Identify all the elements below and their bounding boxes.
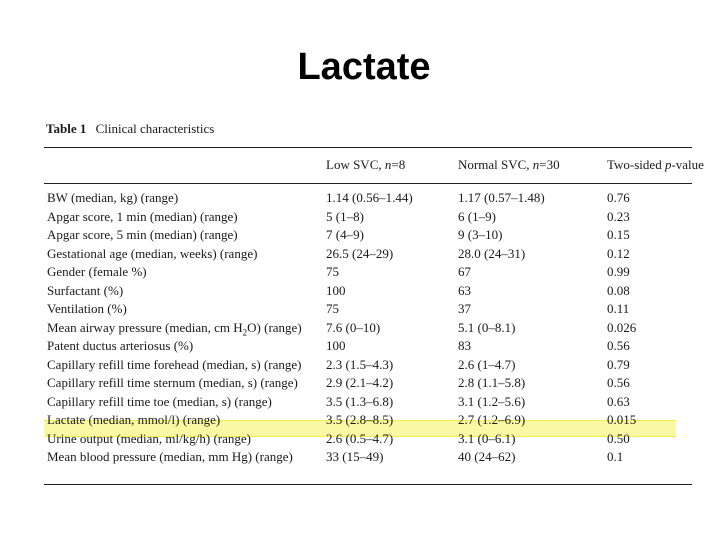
low-svc-value: 7 (4–9) [326, 227, 364, 242]
p-value: 0.23 [607, 208, 630, 224]
p-value: 0.08 [607, 282, 630, 298]
low-svc-value: 3.5 (2.8–8.5) [326, 412, 394, 427]
row-label: Apgar score, 5 min (median) (range) [47, 227, 238, 242]
normal-svc-value: 2.8 (1.1–5.8) [458, 375, 526, 390]
slide-title: Lactate [297, 46, 431, 88]
header-normal-svc: Normal SVC, n=30 [458, 157, 560, 172]
table-body [0, 189, 728, 467]
table-row [0, 208, 728, 227]
normal-svc-value: 2.6 (1–4.7) [458, 356, 516, 372]
low-svc-value: 7.6 (0–10) [326, 319, 381, 335]
table-row [0, 245, 728, 264]
p-value: 0.15 [607, 227, 630, 242]
header-low-svc: Low SVC, n=8 [326, 157, 406, 172]
normal-svc-value: 3.1 (1.2–5.6) [458, 393, 526, 409]
row-label: Apgar score, 1 min (median) (range) [47, 208, 238, 224]
low-svc-value: 2.9 (2.1–4.2) [326, 375, 394, 390]
table-row [0, 282, 728, 301]
row-label: Ventilation (%) [47, 301, 127, 316]
row-label: Lactate (median, mmol/l) (range) [47, 412, 221, 427]
table-caption [46, 121, 214, 137]
low-svc-value: 2.6 (0.5–4.7) [326, 430, 394, 446]
table-header-rule [44, 183, 692, 184]
low-svc-value: 75 [326, 301, 339, 316]
p-value: 0.76 [607, 190, 630, 205]
low-svc-value: 2.3 (1.5–4.3) [326, 356, 394, 372]
p-value: 0.56 [607, 338, 630, 353]
p-value: 0.11 [607, 301, 630, 316]
normal-svc-value: 37 [458, 301, 471, 316]
table-row [0, 448, 728, 467]
table-row [0, 356, 728, 375]
normal-svc-value: 9 (3–10) [458, 227, 503, 242]
low-svc-value: 1.14 (0.56–1.44) [326, 190, 413, 205]
header-p-value: Two-sided p-value [607, 157, 704, 172]
normal-svc-value: 40 (24–62) [458, 449, 516, 464]
normal-svc-value: 28.0 (24–31) [458, 245, 526, 261]
low-svc-value: 33 (15–49) [326, 449, 384, 464]
row-label: Gestational age (median, weeks) (range) [47, 245, 258, 261]
normal-svc-value: 67 [458, 264, 471, 279]
low-svc-value: 75 [326, 264, 339, 279]
normal-svc-value: 83 [458, 338, 471, 353]
table-top-rule [44, 147, 692, 148]
normal-svc-value: 3.1 (0–6.1) [458, 430, 516, 446]
p-value: 0.56 [607, 375, 630, 390]
table-row [0, 374, 728, 393]
table-row [0, 263, 728, 282]
p-value: 0.63 [607, 393, 630, 409]
normal-svc-value: 1.17 (0.57–1.48) [458, 190, 545, 205]
p-value: 0.79 [607, 356, 630, 372]
row-label: Patent ductus arteriosus (%) [47, 338, 194, 353]
p-value: 0.12 [607, 245, 630, 261]
table-row [0, 411, 728, 430]
normal-svc-value: 63 [458, 282, 471, 298]
row-label: BW (median, kg) (range) [47, 190, 179, 205]
table-row [0, 337, 728, 356]
row-label: Mean airway pressure (median, cm $H_2O$) (range) [47, 319, 302, 338]
p-value: 0.99 [607, 264, 630, 279]
normal-svc-value: 2.7 (1.2–6.9) [458, 412, 526, 427]
p-value: 0.015 [607, 412, 637, 427]
table-row [0, 430, 728, 449]
normal-svc-value: 5.1 (0–8.1) [458, 319, 516, 335]
table-row [0, 300, 728, 319]
row-label: Capillary refill time sternum (median, s) (range) [47, 375, 298, 390]
table-row [0, 393, 728, 412]
low-svc-value: 3.5 (1.3–6.8) [326, 393, 394, 409]
low-svc-value: 100 [326, 282, 346, 298]
p-value: 0.026 [607, 319, 637, 335]
p-value: 0.1 [607, 449, 624, 464]
row-label: Gender (female %) [47, 264, 147, 279]
low-svc-value: 26.5 (24–29) [326, 245, 394, 261]
p-value: 0.50 [607, 430, 630, 446]
row-label: Urine output (median, ml/kg/h) (range) [47, 430, 251, 446]
row-label: Capillary refill time toe (median, s) (range) [47, 393, 272, 409]
row-label: Capillary refill time forehead (median, s) (range) [47, 356, 302, 372]
table-caption-text: Clinical characteristics [95, 121, 215, 136]
row-label: Mean blood pressure (median, mm Hg) (range) [47, 449, 293, 464]
table-row [0, 319, 728, 338]
table-row [0, 226, 728, 245]
low-svc-value: 100 [326, 338, 346, 353]
normal-svc-value: 6 (1–9) [458, 208, 496, 224]
row-label: Surfactant (%) [47, 282, 124, 298]
low-svc-value: 5 (1–8) [326, 208, 364, 224]
table-label: Table 1 [46, 121, 87, 136]
table-bottom-rule [44, 484, 692, 485]
table-header-row [0, 157, 728, 175]
table-row [0, 189, 728, 208]
